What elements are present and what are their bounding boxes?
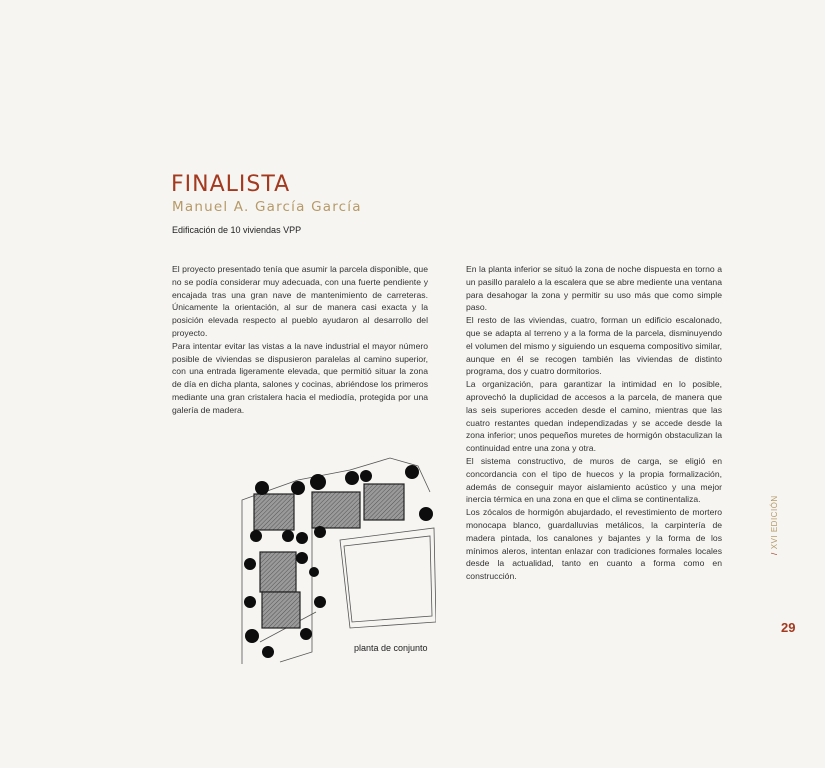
page-number: 29 [781,620,796,635]
edition-slash: / [770,552,779,555]
author-name: Manuel A. García García [172,199,362,215]
paragraph: Los zócalos de hormigón abujardado, el revestimiento de mortero monocapa blanco, guardalluvias metálicos, la carpintería de madera pintada, los canalones y bajantes y la forma de los mínimos aleros, intentan enlazar con tradiciones formales locales desde la actualidad, tanto en cuanto a forma como en construcción. [466,507,722,582]
paragraph: En la planta inferior se situó la zona de noche dispuesta en torno a un pasillo paralelo a la escalera que se abre mediente una ventana para desahogar la zona y permitir su uso más que como simple paso. [466,264,722,313]
text-column-right [466,263,722,583]
paragraph: El sistema constructivo, de muros de carga, se eligió en concordancia con el tipo de huecos y la propia formalización, además de conseguir mayor aislamiento acústico y una mejor inercia térmica en una zona en que el clima se continentaliza. [466,455,722,505]
project-subtitle: Edificación de 10 viviendas VPP [172,225,302,235]
site-plan-drawing [240,452,436,664]
paragraph: El resto de las viviendas, cuatro, forman un edificio escalonado, que se adapta al terreno y a la forma de la parcela, disminuyendo el volumen del mismo y siguiendo un esquema compositivo similar, aunque en él se recogen también las viviendas de distinto programa, dos y cuatro dormitorios. [466,315,722,377]
text-column-left [172,263,428,417]
paragraph: La organización, para garantizar la intimidad en lo posible, aprovechó la duplicidad de accesos a la parcela, de manera que las seis superiores acceden desde el camino, mientras que las cuatro restantes quedan independizadas y se accede desde la zona inferior; unos pequeños muretes de hormigón obstaculizan la continuidad entre una zona y otra. [466,379,722,454]
edition-text: XVI EDICIÓN [770,495,779,550]
edition-label [770,495,784,555]
building-blocks [254,484,404,628]
section-title: FINALISTA [171,172,291,197]
figure-caption: planta de conjunto [354,643,428,653]
paragraph: Para intentar evitar las vistas a la nave industrial el mayor número posible de viviendas se dispusieron paralelas al camino superior, con una entrada ligeramente elevada, que permitió situar la zona de día en dicha planta, salones y cocinas, abriéndose los primeros mediante una gran cristalera hacia el mediodía, protegida por una galería de madera. [172,340,428,415]
paragraph: El proyecto presentado tenía que asumir la parcela disponible, que no se podía considerar muy adecuada, con una fuerte pendiente y encajada tras una gran nave de mantenimiento de carreteras. Únicamente la orientación, al sur de manera casi exacta y la posición elevada respecto al pueblo ayudaron al desarrollo del proyecto. [172,264,428,338]
